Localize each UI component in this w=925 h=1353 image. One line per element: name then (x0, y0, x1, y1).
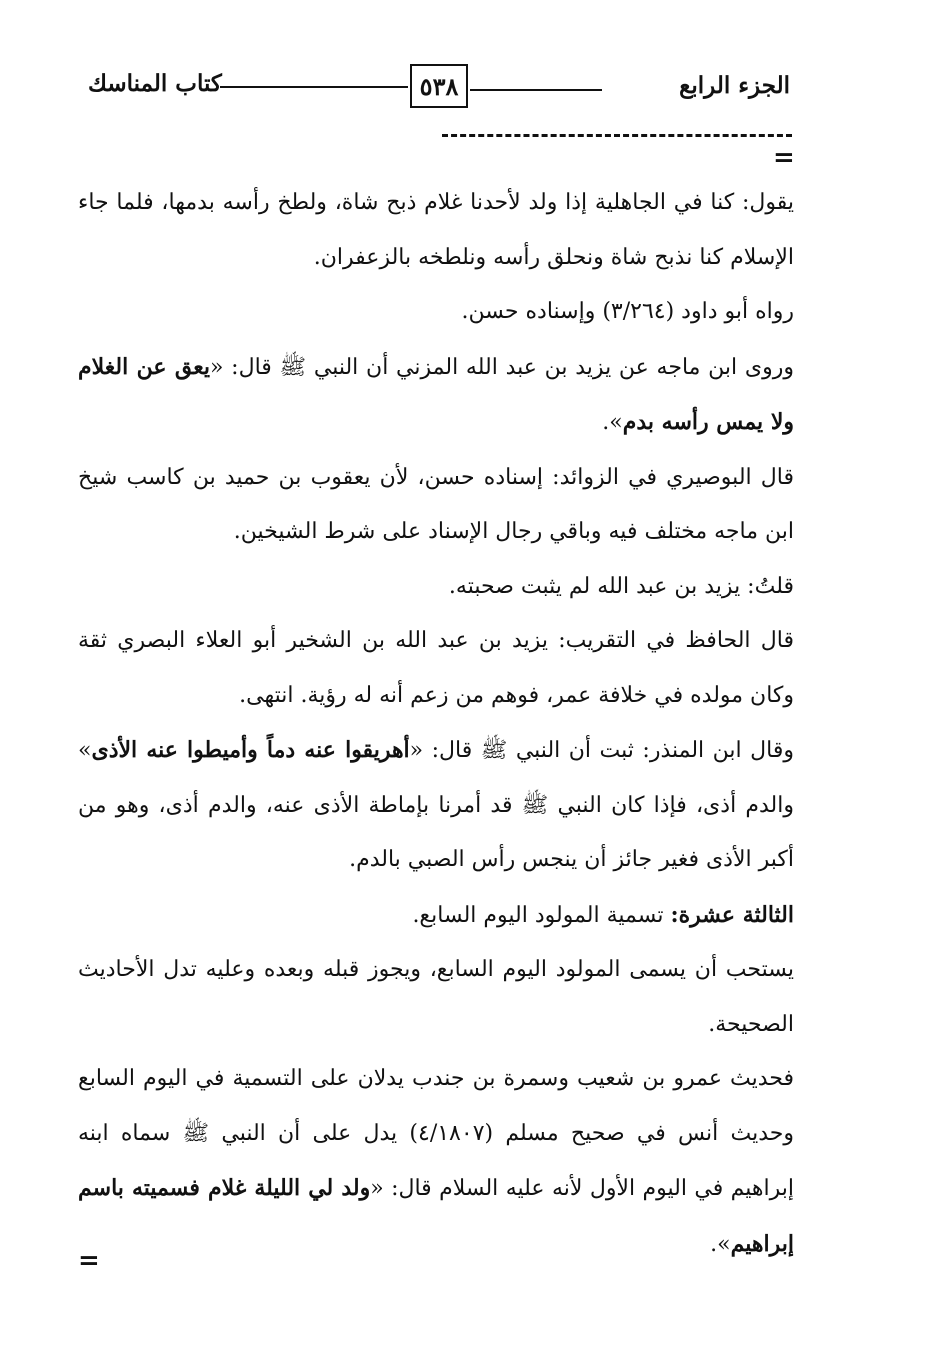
hadith-quote: يعق عن الغلام ولا يمس رأسه بدم (78, 353, 794, 435)
section-heading-thirteenth: الثالثة عشرة: تسمية المولود اليوم السابع. (412, 901, 794, 928)
paragraph-note: قلتُ: يزيد بن عبد الله لم يثبت صحبته. (448, 573, 794, 599)
hadith-quote: ولد لي الليلة غلام فسميته باسم إبراهيم (78, 1175, 794, 1257)
paragraph-naming-hadith: فحديث عمرو بن شعيب وسمرة بن جندب يدلان على التسمية في اليوم السابع وحديث أنس في صحيح مسلم (٤/١٨٠٧) يدل على أن النبي ﷺ سماه ابنه إبراهيم في اليوم الأول لأنه عليه السلام قال: «ولد لي الليلة غلام فسميته باسم إبراهيم». (78, 1066, 794, 1257)
paragraph-aqiqah-custom: يقول: كنا في الجاهلية إذا ولد لأحدنا غلام ذبح شاة، ولطخ رأسه بدمها، فلما جاء الإسلام كنا نذبح شاة ونحلق رأسه ونلطخه بالزعفران. (78, 190, 794, 270)
paragraph-ibn-mundhir: وقال ابن المنذر: ثبت أن النبي ﷺ قال: «أهريقوا عنه دماً وأميطوا عنه الأذى» والدم أذى، فإذا كان النبي ﷺ قد أمرنا بإماطة الأذى عنه، والدم أذى، وهو من أكبر الأذى فغير جائز أن ينجس رأس الصبي بالدم. (78, 737, 794, 872)
section-label: الثالثة عشرة: (670, 901, 794, 928)
paragraph-ibn-majah: وروى ابن ماجه عن يزيد بن عبد الله المزني أن النبي ﷺ قال: «يعق عن الغلام ولا يمس رأسه بدم». (78, 353, 795, 435)
separator-mark-bottom: = (78, 1246, 100, 1276)
running-header (80, 62, 800, 112)
paragraph-naming-recommendation: يستحب أن يسمى المولود اليوم السابع، ويجوز قبله وبعده وعليه تدل الأحاديث الصحيحة. (78, 957, 794, 1037)
book-title: كتاب المناسك (88, 70, 222, 97)
page-number: ٥٣٨ (410, 64, 468, 108)
header-rule-left (220, 86, 408, 88)
page-body (78, 176, 795, 1276)
paragraph-abu-dawud: رواه أبو داود (٣/٢٦٤) وإسناده حسن. (461, 299, 794, 324)
paragraph-taqrib: قال الحافظ في التقريب: يزيد بن عبد الله بن الشخير أبو العلاء البصري ثقة وكان مولده في خلافة عمر، فوهم من زعم أنه له رؤية. انتهى. (78, 628, 794, 708)
header-dashed-rule (442, 134, 792, 137)
paragraph-busiri: قال البوصيري في الزوائد: إسناده حسن، لأن يعقوب بن حميد بن كاسب شيخ ابن ماجه مختلف فيه وباقي رجال الإسناد على شرط الشيخين. (78, 464, 794, 544)
separator-mark-top: = (773, 143, 795, 173)
header-rule-right (470, 89, 602, 91)
volume-title: الجزء الرابع (679, 72, 790, 99)
hadith-quote: أهريقوا عنه دماً وأميطوا عنه الأذى (91, 737, 410, 763)
